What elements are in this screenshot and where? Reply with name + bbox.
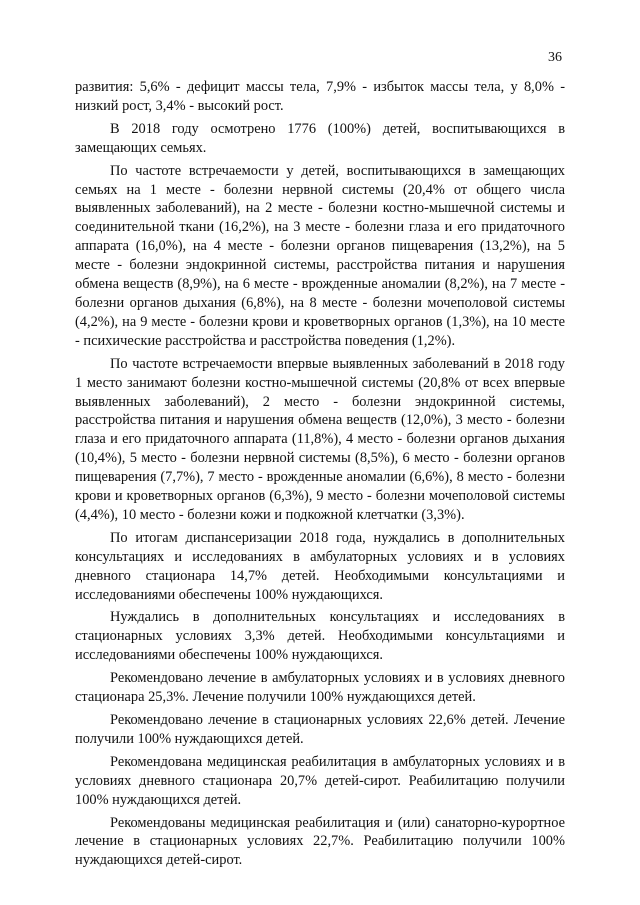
paragraph-disease-frequency: По частоте встречаемости у детей, воспитывающихся в замещающих семьях на 1 месте - болезни нервной системы (20,4% от общего числа выявленных заболеваний), на 2 месте - болезни костно-мышечной системы и соединительной ткани (16,2%), на 3 месте - болезни глаза и его придаточного аппарата (16,0%), на 4 месте - болезни органов пищеварения (13,2%), на 5 месте - болезни эндокринной системы, расстройства питания и нарушения обмена веществ (8,9%), на 6 месте - врожденные аномалии (8,2%), на 7 месте - болезни органов дыхания (6,8%), на 8 месте - болезни мочеполовой системы (4,2%), на 9 месте - болезни крови и кроветворных органов (1,3%), на 10 месте - психические расстройства и расстройства поведения (1,2%). [75, 162, 565, 349]
paragraph-outpatient-treatment: Рекомендовано лечение в амбулаторных условиях и в условиях дневного стационара 25,3%. Лечение получили 100% нуждающихся детей. [75, 670, 565, 706]
paragraph-continuation: развития: 5,6% - дефицит массы тела, 7,9% - избыток массы тела, у 8,0% - низкий рост, 3,4% - высокий рост. [75, 79, 565, 114]
paragraph-new-diseases-frequency: По частоте встречаемости впервые выявленных заболеваний в 2018 году 1 место занимают болезни костно-мышечной системы (20,8% от всех впервые выявленных заболеваний), 2 место - болезни эндокринной системы, расстройства питания и нарушения обмена веществ (12,0%), 3 место - болезни глаза и его придаточного аппарата (11,8%), 4 место - болезни органов дыхания (10,4%), 5 место - болезни нервной системы (8,5%), 6 место - болезни органов пищеварения (7,7%), 7 место - врожденные аномалии (6,6%), 8 место - болезни крови и кроветворных органов (6,3%), 9 место - болезни мочеполовой системы (4,4%), 10 место - болезни кожи и подкожной клетчатки (3,3%). [75, 355, 565, 523]
paragraph-examined-2018: В 2018 году осмотрено 1776 (100%) детей, воспитывающихся в замещающих семьях. [75, 120, 565, 156]
paragraph-outpatient-consultations: По итогам диспансеризации 2018 года, нуждались в дополнительных консультациях и исследованиях в амбулаторных условиях и в условиях дневного стационара 14,7% детей. Необходимыми консультациями и исследованиями обеспечены 100% нуждающихся. [75, 529, 565, 603]
paragraph-outpatient-rehabilitation: Рекомендована медицинская реабилитация в амбулаторных условиях и в условиях дневного стационара 20,7% детей-сирот. Реабилитацию получили 100% нуждающихся детей. [75, 753, 565, 808]
paragraph-inpatient-consultations: Нуждались в дополнительных консультациях и исследованиях в стационарных условиях 3,3% детей. Необходимыми консультациями и исследованиями обеспечены 100% нуждающихся. [75, 609, 565, 664]
paragraph-sanatorium-rehabilitation: Рекомендованы медицинская реабилитация и (или) санаторно-курортное лечение в стационарных условиях 22,7%. Реабилитацию получили 100% нуждающихся детей-сирот. [75, 814, 565, 869]
document-body [75, 78, 565, 874]
page-number: 36 [548, 50, 562, 65]
paragraph-inpatient-treatment: Рекомендовано лечение в стационарных условиях 22,6% детей. Лечение получили 100% нуждающихся детей. [75, 712, 565, 747]
